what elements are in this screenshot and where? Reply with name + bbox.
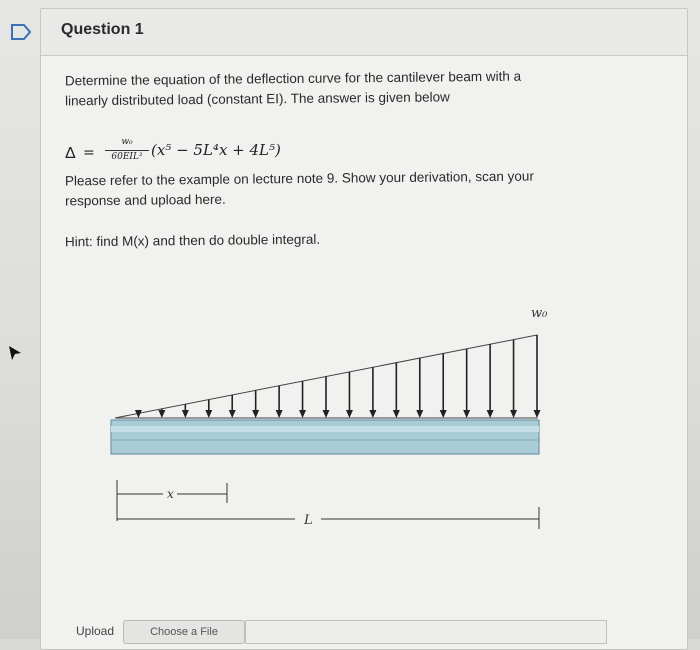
fraction-bar xyxy=(105,150,149,151)
file-name-field[interactable] xyxy=(245,620,607,644)
mouse-pointer-icon xyxy=(8,345,22,361)
load-arrow-head xyxy=(158,410,165,418)
load-arrow-head xyxy=(346,410,353,418)
load-arrow-head xyxy=(440,410,447,418)
load-arrow-head xyxy=(416,410,423,418)
beam-highlight xyxy=(111,426,539,432)
formula-expression: (x⁵ − 5L⁴x + 4L⁵) xyxy=(151,141,281,159)
flag-question-icon[interactable] xyxy=(10,24,32,40)
question-prompt xyxy=(65,67,522,112)
beam-diagram xyxy=(95,295,565,535)
load-intensity-label: w₀ xyxy=(531,306,548,321)
question-header xyxy=(41,9,687,56)
instruction-line-1: Please refer to the example on lecture note 9. Show your derivation, scan your xyxy=(64,168,534,189)
load-arrow-head xyxy=(299,410,306,418)
beam xyxy=(111,420,539,454)
load-arrow-head xyxy=(487,410,494,418)
question-hint: Hint: find M(x) and then do double integral. xyxy=(64,231,321,250)
question-title: Question 1 xyxy=(61,21,144,38)
x-dimension-label: x xyxy=(167,487,174,501)
load-arrow-head xyxy=(463,410,470,418)
instruction-line-2: response and upload here. xyxy=(65,191,226,209)
prompt-line-2: linearly distributed load (constant EI). The answer is given below xyxy=(65,89,450,109)
load-arrow-head xyxy=(510,410,517,418)
formula-equals: = xyxy=(83,145,95,161)
formula-denominator: 60EIL² xyxy=(111,152,143,162)
load-arrow-head xyxy=(393,410,400,418)
load-arrow-head xyxy=(205,410,212,418)
load-arrow-head xyxy=(276,410,283,418)
formula-numerator: w₀ xyxy=(121,137,133,147)
load-arrow-head xyxy=(182,410,189,418)
question-instructions xyxy=(65,167,534,212)
choose-file-button[interactable]: Choose a File xyxy=(123,620,245,644)
load-arrow-head xyxy=(534,410,541,418)
load-arrow-head xyxy=(229,410,236,418)
length-label: L xyxy=(304,513,313,528)
upload-label: Upload xyxy=(76,624,115,638)
prompt-line-1: Determine the equation of the deflection curve for the cantilever beam with a xyxy=(64,68,522,89)
load-arrow-head xyxy=(323,410,330,418)
load-arrow-head xyxy=(252,410,259,418)
load-arrow-head xyxy=(369,410,376,418)
formula-fraction xyxy=(105,137,149,162)
load-arrows xyxy=(135,335,541,418)
formula-delta: Δ xyxy=(65,145,76,162)
